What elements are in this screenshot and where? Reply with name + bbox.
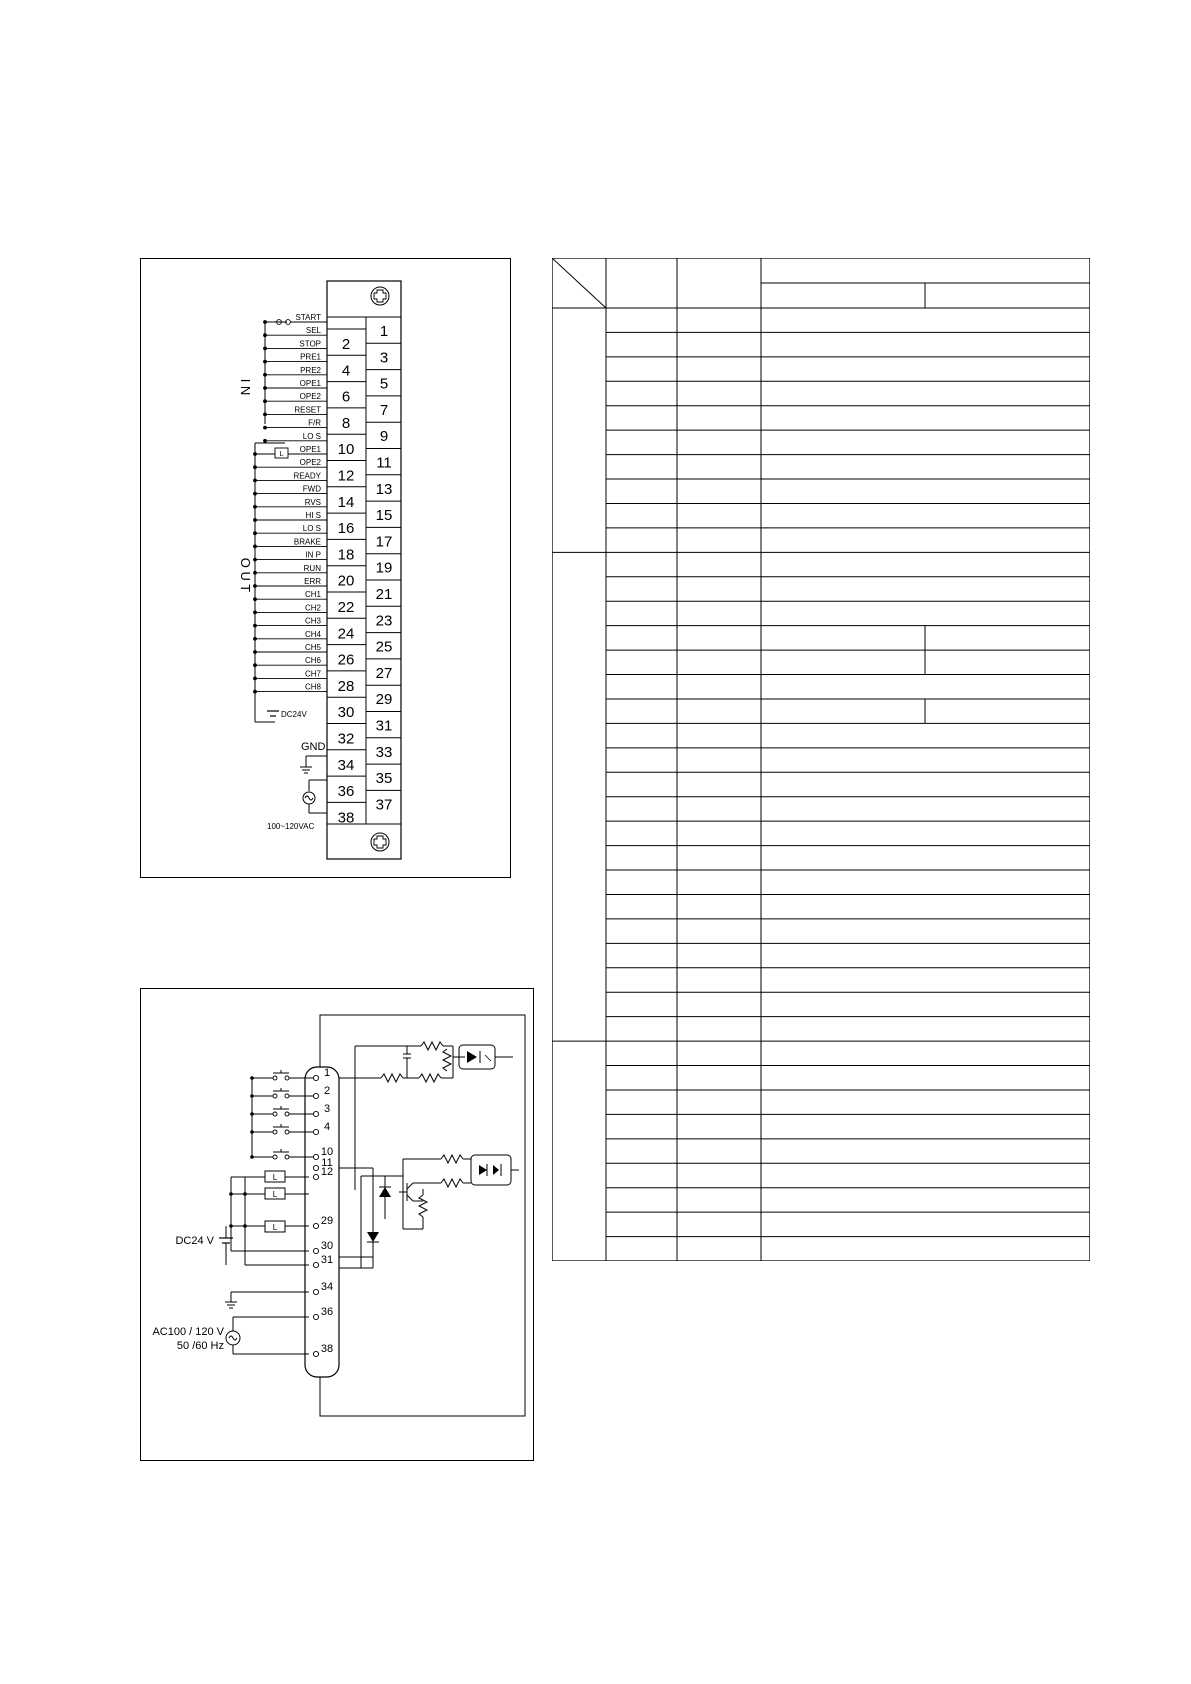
terminal-number: 6 [341, 388, 351, 406]
signal-label: SEL [305, 326, 321, 336]
terminal-number: 3 [323, 1103, 331, 1115]
input-group-label: I N [238, 378, 253, 396]
terminal-number: 38 [337, 809, 355, 827]
terminal-number: 1 [379, 323, 389, 340]
svg-text:L: L [272, 1190, 278, 1199]
signal-label: FWD [302, 484, 321, 494]
terminal-number: 36 [337, 783, 355, 801]
terminal-number: 16 [337, 520, 355, 538]
input-switches [252, 1070, 313, 1159]
terminal-contact [313, 1129, 318, 1134]
diagonal-header-cell [552, 258, 606, 308]
signal-label: PRE2 [300, 365, 321, 375]
terminal-contact [313, 1174, 318, 1179]
terminal-number: 23 [375, 612, 393, 630]
signal-table [552, 258, 1090, 1261]
terminal-contact [313, 1154, 318, 1159]
terminal-number: 29 [375, 691, 393, 709]
svg-text:L: L [272, 1223, 278, 1232]
signal-label: CH6 [304, 656, 321, 666]
signal-label: BRAKE [293, 537, 321, 547]
terminal-number: 34 [320, 1281, 334, 1293]
terminal-number: 8 [341, 414, 351, 432]
wiring-diagram-panel [140, 988, 534, 1461]
ground-icon [300, 756, 327, 773]
terminal-number: 11 [376, 454, 392, 472]
terminal-number: 10 [320, 1146, 334, 1158]
terminal-number: 33 [375, 743, 393, 761]
terminal-number: 31 [375, 717, 393, 735]
dc-source-icon [267, 711, 279, 716]
load-icon [265, 1171, 285, 1182]
terminal-number: 15 [375, 507, 393, 525]
signal-label: HI S [305, 511, 321, 520]
signal-label: READY [293, 471, 321, 481]
diode-icon [379, 1187, 391, 1197]
terminal-number: 30 [320, 1240, 334, 1252]
terminal-number: 18 [337, 546, 355, 564]
terminal-number: 30 [337, 704, 355, 722]
terminal-number: 21 [375, 586, 393, 603]
terminal-number: 3 [379, 349, 389, 367]
signal-label: CH2 [304, 603, 321, 613]
signal-label: STOP [299, 339, 321, 349]
terminal-number: 10 [337, 441, 355, 459]
terminal-number: 11 [321, 1157, 333, 1169]
signal-label: RUN [303, 563, 321, 573]
output-circuit [339, 1155, 519, 1268]
load-icon [275, 448, 288, 458]
photocoupler-icon [467, 1051, 491, 1063]
terminal-number: 2 [341, 336, 351, 353]
terminal-number: 12 [320, 1166, 334, 1178]
terminal-number: 4 [341, 362, 351, 380]
terminal-contact [313, 1289, 318, 1294]
terminal-contact [313, 1075, 318, 1080]
terminal-contact [313, 1111, 318, 1116]
signal-label: CH8 [304, 682, 321, 692]
signal-label: IN P [305, 550, 321, 560]
gnd-label: GND [301, 741, 326, 753]
load-icon [265, 1188, 285, 1199]
terminal-number: 36 [320, 1306, 334, 1318]
terminal-number: 13 [375, 480, 393, 498]
terminal-number: 26 [337, 651, 355, 669]
terminal-contact [313, 1223, 318, 1228]
photocoupler-icon [479, 1164, 501, 1176]
signal-label: CH5 [304, 643, 321, 652]
signal-label: PRE1 [300, 352, 321, 362]
terminal-number: 24 [337, 625, 355, 643]
svg-text:L: L [279, 451, 284, 458]
terminal-contact [313, 1314, 318, 1319]
table-rows [552, 332, 1090, 1236]
terminal-number: 35 [375, 770, 393, 788]
terminal-number: 25 [375, 638, 393, 656]
signal-label: CH4 [304, 629, 321, 639]
ac-frequency-label: 50 /60 Hz [176, 1340, 224, 1352]
terminal-number: 17 [375, 533, 393, 551]
terminal-contact [313, 1093, 318, 1098]
signal-label: ERR [304, 577, 321, 586]
signal-label: RVS [304, 497, 321, 507]
terminal-number: 5 [379, 375, 389, 393]
terminal-diagram [141, 259, 512, 879]
terminal-contact [313, 1165, 318, 1170]
dc24v-label: DC24V [281, 710, 307, 719]
signal-label: START [295, 313, 321, 322]
terminal-contact [313, 1351, 318, 1356]
signal-lines [253, 313, 327, 694]
terminal-number: 32 [337, 730, 355, 748]
load-icon [265, 1221, 285, 1232]
signal-label: LO S [302, 524, 321, 534]
terminal-number: 7 [379, 401, 389, 419]
ac-source-icon [303, 780, 327, 813]
ac-voltage-label: 100~120VAC [267, 822, 315, 831]
ac-source-icon [226, 1317, 309, 1354]
terminal-contact [313, 1248, 318, 1253]
terminal-number: 34 [337, 756, 355, 774]
ac-voltage-label: AC100 / 120 V [152, 1326, 224, 1338]
terminal-contact [313, 1262, 318, 1267]
terminal-number: 9 [379, 428, 389, 446]
terminal-number: 31 [320, 1254, 334, 1266]
signal-label: RESET [294, 405, 321, 415]
signal-label: OPE2 [299, 458, 321, 468]
signal-label: OPE2 [299, 392, 321, 402]
svg-text:L: L [272, 1173, 278, 1182]
signal-label: F/R [308, 418, 321, 428]
terminal-number: 28 [337, 677, 355, 695]
dc24v-label: DC24 V [175, 1235, 214, 1247]
screw-icon [371, 287, 389, 305]
terminal-number: 22 [337, 599, 355, 616]
output-group-label: O U T [238, 557, 253, 593]
terminal-number: 14 [337, 493, 355, 511]
signal-label: CH7 [304, 669, 321, 679]
screw-icon [371, 833, 389, 851]
wiring-diagram [141, 989, 535, 1462]
diode-icon [367, 1232, 379, 1242]
terminal-number: 37 [375, 796, 393, 814]
terminal-number: 38 [320, 1343, 334, 1355]
signal-label: LO S [302, 431, 321, 441]
signal-label: CH1 [304, 590, 321, 600]
terminal-number: 27 [375, 664, 393, 682]
signal-label: CH3 [304, 616, 321, 626]
signal-label: OPE1 [299, 445, 321, 454]
terminal-number: 29 [320, 1215, 334, 1227]
terminal-diagram-panel [140, 258, 511, 878]
terminal-number: 2 [323, 1085, 331, 1097]
terminal-number: 12 [337, 467, 355, 485]
signal-label: OPE1 [299, 379, 321, 388]
terminal-number: 4 [323, 1121, 331, 1133]
terminal-number: 19 [375, 559, 393, 577]
terminal-number: 20 [337, 572, 355, 590]
terminal-number: 1 [323, 1067, 331, 1079]
ground-icon [225, 1292, 309, 1308]
